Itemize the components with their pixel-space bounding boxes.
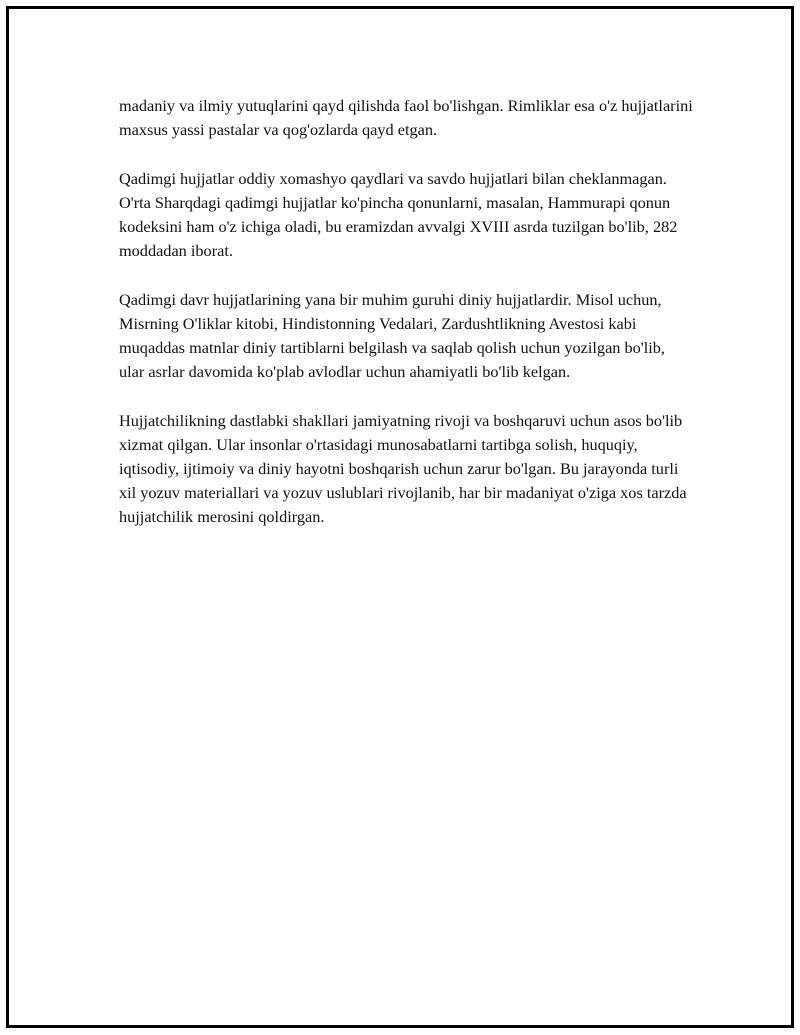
paragraph: Hujjatchilikning dastlabki shakllari jamiyatning rivoji va boshqaruvi uchun asos bo'lib xizmat qilgan. Ular insonlar o'rtasidagi munosabatlarni tartibga solish, huquqiy, iqtisodiy, ijtimoiy va diniy hayotni boshqarish uchun zarur bo'lgan. Bu jarayonda turli xil yozuv materiallari va yozuv uslublari rivojlanib, har bir madaniyat o'ziga xos tarzda hujjatchilik merosini qoldirgan. [119,410,687,527]
paragraph: madaniy va ilmiy yutuqlarini qayd qilishda faol bo'lishgan. Rimliklar esa o'z hujjatlarini maxsus yassi pastalar va qog'ozlarda qayd etgan. [119,96,693,140]
paragraph: Qadimgi hujjatlar oddiy xomashyo qaydlari va savdo hujjatlari bilan cheklanmagan. O'rta Sharqdagi qadimgi hujjatlar ko'pincha qonunlarni, masalan, Hammurapi qonun kodeksini ham o'z ichiga oladi, bu eramizdan avvalgi XVIII asrda tuzilgan bo'lib, 282 moddadan iborat. [119,168,678,261]
paragraph: Qadimgi davr hujjatlarining yana bir muhim guruhi diniy hujjatlardir. Misol uchun, Misrning O'liklar kitobi, Hindistonning Vedalari, Zardushtlikning Avestosi kabi muqaddas matnlar diniy tartiblarni belgilash va saqlab qolish uchun yozilgan bo'lib, ular asrlar davomida ko'plab avlodlar uchun ahamiyatli bo'lib kelgan. [119,289,665,382]
document-body [119,94,694,554]
